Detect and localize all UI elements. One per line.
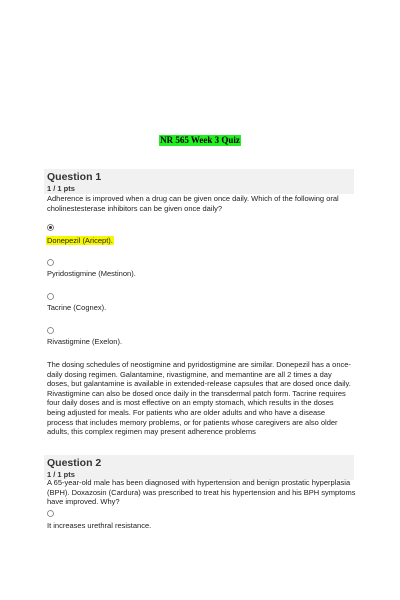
question-1-explanation: The dosing schedules of neostigmine and pyridostigmine are similar. Donepezil has a once-daily dosing regimen. Galantamine, rivastigmine, and memantine are all 2 times a day doses, but galantamine is available in extended-release capsules that are dosed once daily. Rivastigmine can also be dosed once daily in the transdermal patch form. Tacrine requires four daily doses and is most effective on an empty stomach, which results in the doses being adjusted for meals. For patients who are older adults and who have a disease process that includes memory problems, or for patients whose caregivers are also older adults, this complex regimen may present adherence problems: [47, 360, 351, 437]
question-1-option-1-radio[interactable]: [47, 224, 54, 231]
question-1-text: Adherence is improved when a drug can be given once daily. Which of the following oral cholinestesterase inhibitors can be given once daily?: [47, 194, 339, 213]
title-wrap: [0, 130, 400, 148]
radio-unselected-icon: [47, 327, 54, 334]
radio-unselected-icon: [47, 510, 54, 517]
question-2-option-1-radio[interactable]: [47, 510, 54, 517]
question-2-heading: Question 2: [47, 457, 102, 469]
question-2-header: [44, 455, 354, 480]
radio-unselected-icon: [47, 259, 54, 266]
question-1-option-4-label[interactable]: Rivastigmine (Exelon).: [47, 337, 123, 346]
question-1-option-2-label[interactable]: Pyridostigmine (Mestinon).: [47, 269, 136, 278]
document-title: NR 565 Week 3 Quiz: [160, 135, 240, 145]
radio-selected-icon: [47, 224, 54, 231]
question-1-option-2-radio[interactable]: [47, 259, 54, 266]
question-1-option-3-radio[interactable]: [47, 293, 54, 300]
question-1-option-3-label[interactable]: Tacrine (Cognex).: [47, 303, 107, 312]
question-1-heading: Question 1: [47, 171, 102, 183]
question-1-option-4-radio[interactable]: [47, 327, 54, 334]
question-1-points: 1 / 1 pts: [47, 184, 75, 193]
question-2-points: 1 / 1 pts: [47, 470, 75, 479]
question-2-text: A 65-year-old male has been diagnosed with hypertension and benign prostatic hyperplasia (BPH). Doxazosin (Cardura) was prescribed to treat his hypertension and his BPH symptoms have improved. Why?: [47, 478, 356, 506]
radio-unselected-icon: [47, 293, 54, 300]
question-1-header: [44, 169, 354, 194]
question-1-option-1-label[interactable]: Donepezil (Aricept).: [47, 236, 113, 245]
question-2-option-1-label[interactable]: It increases urethral resistance.: [47, 521, 152, 530]
